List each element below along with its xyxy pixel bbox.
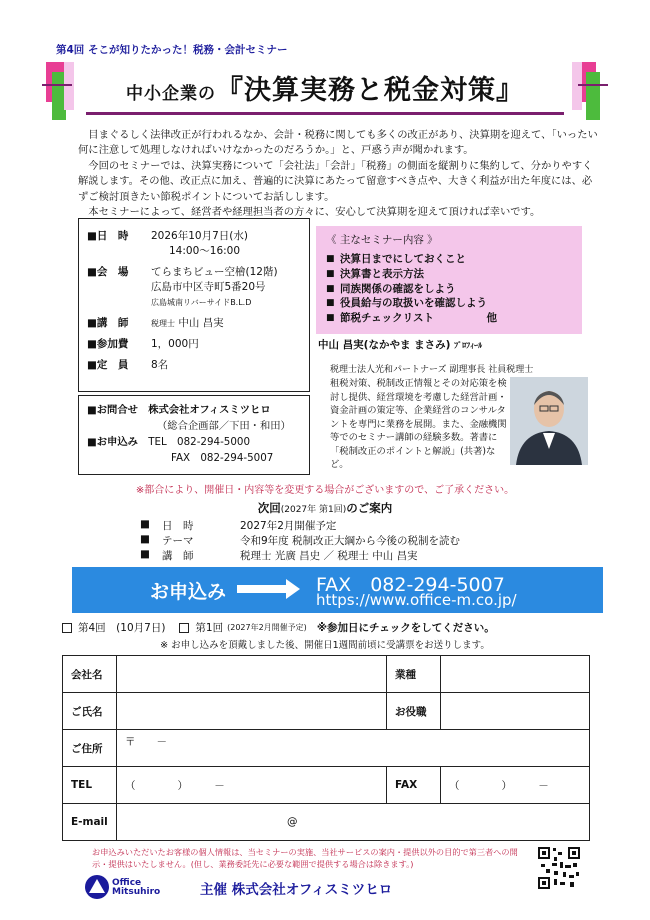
address-label: ご住所 bbox=[63, 730, 117, 767]
qr-code-icon[interactable] bbox=[537, 846, 581, 890]
title-banner bbox=[42, 62, 608, 130]
tel-field[interactable]: （ ） － bbox=[117, 767, 387, 804]
profile-body: 租税対策、税制改正情報とその対応策を検討し提供、経営環境を考慮した経営計画・資金計画の策定等、企業経営のコンサルタントを専門に業務を展開。また、金融機関等でのセミナー講師の経験多数。著書に「税制改正のポイントと解説」(共著)など。 bbox=[330, 378, 507, 470]
next-row-lecturer: ■ 講 師 税理士 光廣 昌史 ／ 税理士 中山 昌実 bbox=[140, 548, 418, 562]
email-label: E-mail bbox=[63, 804, 117, 841]
name-field[interactable] bbox=[117, 693, 387, 730]
checkbox-session-1[interactable] bbox=[179, 623, 189, 633]
portrait-photo-icon bbox=[510, 377, 588, 465]
checkbox-session-4[interactable] bbox=[62, 623, 72, 633]
list-item: ■ 節税チェックリスト 他 bbox=[326, 311, 572, 326]
series-title: 第4回 そこが知りたかった！税務・会計セミナー bbox=[56, 44, 288, 56]
privacy-notice: お申込みいただいたお客様の個人情報は、当セミナーの実施、当社サービスの案内・提供以外の目的で第三者への開示・提供はいたしません。(但し、業務委託先に必要な範囲で提供する場合は除きます。) bbox=[92, 847, 518, 869]
address-field[interactable]: 〒 － bbox=[117, 730, 590, 767]
intro-text: 目まぐるしく法律改正が行われるなか、会計・税務に関しても多くの改正があり、決算期を迎えて、「いったい何に注意して処理しなければいけなかったのだろうか。」と、戸惑う声が聞かれます。 今回のセミナーでは、決算実務について「会社法」「会計」「税務」の側面を縦割りに集約して、分かりやすく解説します。その他、改正点に加え、普遍的に決算にあたって留意すべき点や、大きく利益が出た年度には、必ずご検討頂きたい節税ポイントについてお話しします。 本セミナーによって、経営者や経理担当者の方々に、安心して決算期を迎えて頂ければ幸いです。 bbox=[78, 129, 598, 219]
website-link[interactable]: https://www.office-m.co.jp/ bbox=[316, 591, 517, 609]
company-field[interactable] bbox=[117, 656, 387, 693]
industry-label: 業種 bbox=[387, 656, 441, 693]
list-item: ■ 決算書と表示方法 bbox=[326, 267, 572, 282]
apply-banner[interactable]: お申込み FAX 082-294-5007 https://www.office-m.co.jp/ bbox=[72, 567, 603, 613]
profile-name: 中山 昌実(なかやま まさみ) ﾌﾟﾛﾌｨｰﾙ bbox=[318, 339, 483, 351]
page-title: 中小企業の『決算実務と税金対策』 bbox=[126, 75, 524, 106]
logo-mark-icon bbox=[84, 874, 110, 900]
next-seminar-heading: 次回(2027年 第1回)のご案内 bbox=[257, 501, 393, 515]
industry-field[interactable] bbox=[441, 656, 590, 693]
tel-label: TEL bbox=[63, 767, 117, 804]
ticket-note: ※ お申し込みを頂戴しました後、開催日1週間前頃に受講票をお送りします。 bbox=[160, 640, 490, 651]
next-row-theme: ■ テーマ 令和9年度 税制改正大綱から今後の税制を読む bbox=[140, 533, 461, 547]
application-form bbox=[62, 655, 590, 841]
fax-number: FAX 082-294-5007 bbox=[316, 574, 505, 596]
list-item: ■ 決算日までにしておくこと bbox=[326, 252, 572, 267]
profile-role: 税理士法人光和パートナーズ 副理事長 社員税理士 bbox=[330, 365, 534, 375]
seminar-content-box: 《 主なセミナー内容 》 ■ 決算日までにしておくこと ■ 決算書と表示方法 ■ 同族関係の確認をしよう ■ 役員給与の取扱いを確認しよう ■ 節税チェックリスト 他 bbox=[316, 226, 582, 334]
position-label: お役職 bbox=[387, 693, 441, 730]
email-field[interactable]: @ bbox=[117, 804, 590, 841]
name-label: ご氏名 bbox=[63, 693, 117, 730]
list-item: ■ 役員給与の取扱いを確認しよう bbox=[326, 296, 572, 311]
seminar-details-box: ■日 時 2026年10月7日(水) 14:00～16:00 ■会 場 てらまちビュー空檜(12階) 広島市中区寺町5番20号 広島城南リバーサイドB.L.D ■講 師 税理士 中山 昌実 ■参加費 1，000円 ■定 員 8名 bbox=[78, 218, 310, 392]
next-row-date: ■ 日 時 2027年2月開催予定 bbox=[140, 518, 337, 532]
arrow-right-icon bbox=[237, 585, 289, 593]
contact-box: ■お問合せ 株式会社オフィスミツヒロ （総合企画部／下田・和田） ■お申込み TEL 082-294-5000 FAX 082-294-5007 bbox=[78, 395, 310, 475]
company-label: 会社名 bbox=[63, 656, 117, 693]
date-checkboxes: 第4回 (10月7日) 第1回 (2027年2月開催予定) ※参加日にチェックをしてください。 bbox=[62, 620, 602, 635]
fax-label: FAX bbox=[387, 767, 441, 804]
position-field[interactable] bbox=[441, 693, 590, 730]
change-notice: ※都合により、開催日・内容等を変更する場合がございますので、ご了承ください。 bbox=[135, 485, 515, 496]
host-name: 主催 株式会社オフィスミツヒロ bbox=[200, 882, 393, 898]
list-item: ■ 同族関係の確認をしよう bbox=[326, 282, 572, 297]
company-logo: Office Mitsuhiro bbox=[84, 874, 174, 900]
fax-field[interactable]: （ ） － bbox=[441, 767, 590, 804]
